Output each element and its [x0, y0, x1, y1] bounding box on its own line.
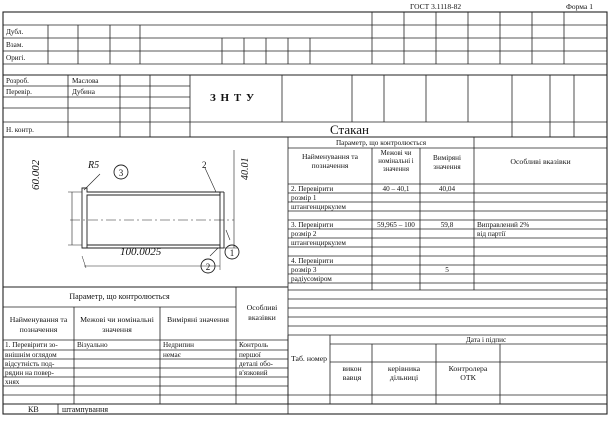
bt-row-measured: Недрипин: [163, 341, 194, 349]
signoff-title: Дата і підпис: [465, 336, 507, 344]
footer-operation: штампування: [62, 405, 109, 414]
rt-row-name: розмір 3: [291, 266, 317, 274]
part-outline: [82, 188, 220, 248]
rt-row-name: 3. Перевірити: [291, 221, 334, 229]
signoff-executor: викон вавця: [342, 364, 362, 382]
balloon-1-label: 1: [229, 248, 235, 258]
vzam-label: Взам.: [6, 41, 24, 49]
rt-row-limits: 59,965 – 100: [377, 221, 415, 229]
rt-row-notes: Виправлений 2%: [477, 221, 530, 229]
right-table-header: Параметр, що контролюється: [335, 139, 427, 147]
rt-row-name: штангенциркулем: [291, 239, 346, 247]
perevir-name: Дубина: [72, 88, 95, 96]
balloon-2-label: 2: [205, 262, 211, 272]
rozrob-label: Розроб.: [6, 77, 29, 85]
rt-row-measured: 40,04: [438, 185, 456, 193]
rt-row-name: радіусоміром: [291, 275, 332, 283]
perevir-label: Перевір.: [6, 88, 32, 96]
dubl-label: Дубл.: [6, 28, 24, 36]
bottom-col-limits: Межові чи номінальні значення: [80, 315, 154, 334]
leader-label-2: 2: [202, 160, 207, 170]
bt-row-measured: немає: [163, 351, 181, 359]
bt-row-name: рядин на повер-: [5, 369, 54, 377]
right-col-measured: Виміряні значення: [433, 154, 461, 171]
right-col-notes: Особливі вказівки: [510, 157, 571, 166]
bt-row-name: хнях: [5, 378, 20, 386]
bt-row-notes: деталі обо-: [239, 360, 273, 368]
bottom-col-notes: Особливі вказівки: [246, 303, 278, 322]
signoff-otk: Контролера ОТК: [448, 364, 488, 382]
bt-row-name: внішнім оглядом: [5, 351, 57, 359]
bottom-table-header: Параметр, що контролюється: [69, 292, 170, 301]
rt-row-measured: 5: [445, 266, 449, 274]
rozrob-name: Маслова: [72, 77, 99, 85]
part-name: Стакан: [330, 122, 369, 137]
rt-row-name: розмір 1: [291, 194, 317, 202]
rt-row-name: 2. Перевірити: [291, 185, 334, 193]
rt-row-name: штангенциркулем: [291, 203, 346, 211]
standard-label: ГОСТ 3.1118-82: [410, 2, 462, 11]
dim-height: 40.01: [240, 157, 251, 180]
dim-radius: R5: [88, 160, 100, 171]
bt-row-name: відсутність под-: [5, 360, 55, 368]
bottom-col-name: Найменування та позначення: [9, 315, 68, 334]
form-number: Форма 1: [566, 2, 593, 11]
rt-row-measured: 59,8: [440, 221, 454, 229]
bt-row-limits: Візуально: [77, 341, 108, 349]
balloon-3-label: 3: [118, 168, 124, 178]
bt-row-notes: Контроль: [239, 341, 269, 349]
rt-row-limits: 40 – 40,1: [382, 185, 410, 193]
right-col-name: Найменування та позначення: [301, 152, 359, 170]
bt-row-notes: першої: [239, 351, 261, 359]
orig-label: Оригі.: [6, 54, 26, 62]
bottom-col-measured: Виміряні значення: [167, 315, 229, 324]
dim-diameter: 60.002: [30, 159, 42, 190]
rt-row-notes: від партії: [477, 230, 506, 238]
footer-kv: КВ: [28, 405, 39, 414]
n-kontr-label: Н. контр.: [6, 126, 34, 134]
dim-length: 100.0025: [120, 246, 162, 258]
right-col-limits: Межові чи номінальні і значення: [378, 150, 414, 173]
signoff-tab-no: Таб. номер: [290, 354, 328, 363]
organization-name: З Н Т У: [210, 92, 256, 104]
rt-row-name: 4. Перевірити: [291, 257, 334, 265]
signoff-area-head: керівника дільниці: [387, 364, 421, 382]
bt-row-name: 1. Перевірити зо-: [5, 341, 58, 349]
bt-row-notes: в'язковий: [239, 369, 268, 377]
rt-row-name: розмір 2: [291, 230, 317, 238]
